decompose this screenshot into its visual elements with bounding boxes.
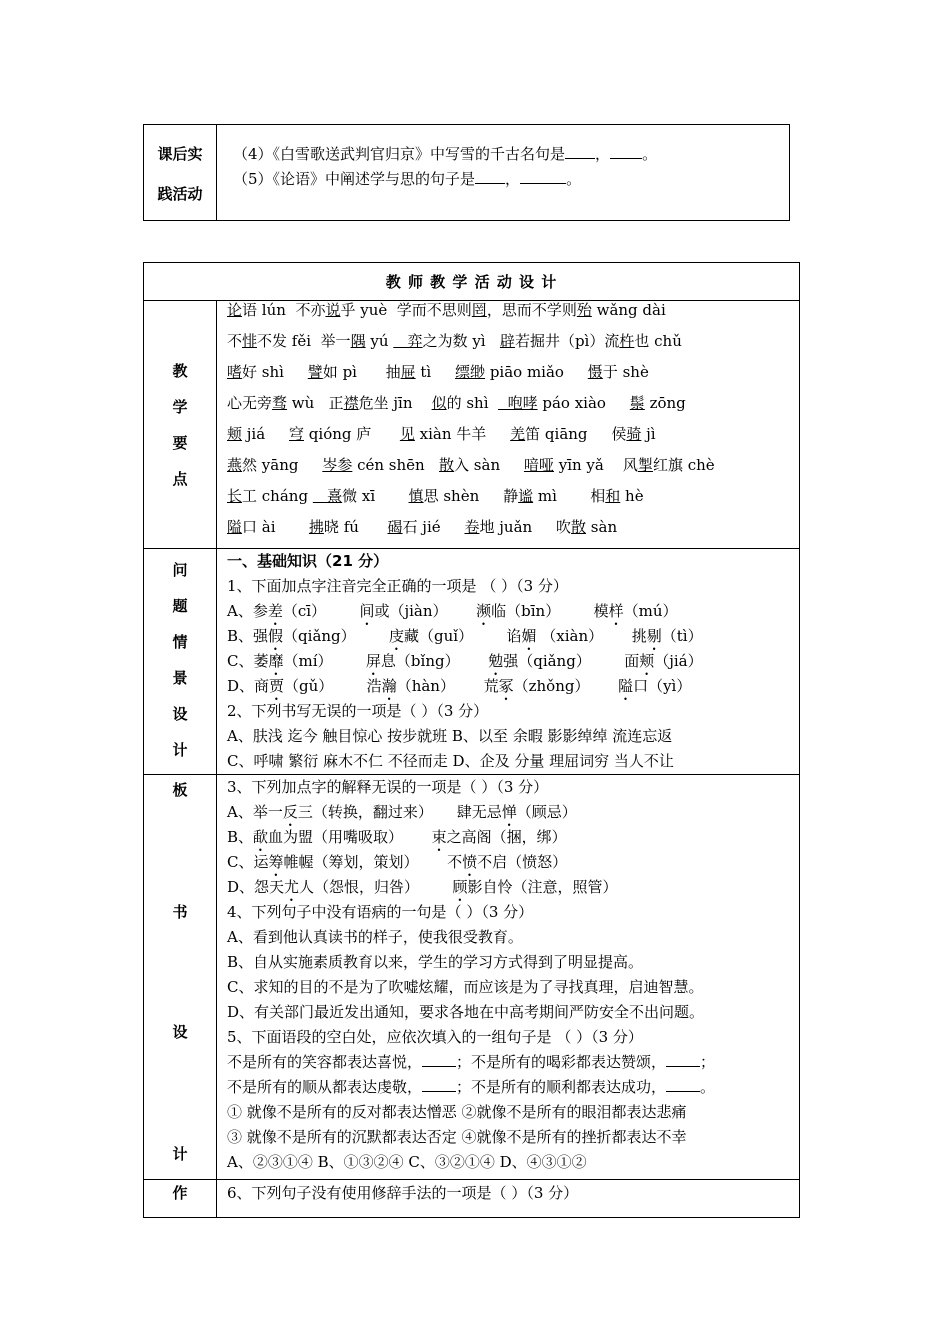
q5-sentences-2: ③ 就像不是所有的沉默都表达否定 ④就像不是所有的挫折都表达不幸 <box>227 1128 687 1146</box>
q3-option-3: C、运筹帷幄（筹划，策划） 不愤不启（愤怒） <box>227 853 568 871</box>
practice-item-4: （4）《白雪歌送武判官归京》中写雪的千古名句是 ， 。 <box>233 145 658 163</box>
q3-option-2: B、歃血为盟（用嘴吸取） 束之高阁（捆，绑） <box>227 828 567 846</box>
q4-stem: 4、下列句子中没有语病的一句是（ ）（3 分） <box>227 903 534 921</box>
key-point-line-4: 心无旁骛 wù 正襟危坐 jīn 似的 shì 咆哮 páo xiào 鬃 zōng <box>227 394 686 412</box>
key-points-label-cell <box>144 301 217 549</box>
q1-options <box>217 599 799 699</box>
blank <box>666 1066 700 1067</box>
q5-sentences-1: ① 就像不是所有的反对都表达憎恶 ②就像不是所有的眼泪都表达悲痛 <box>227 1103 687 1121</box>
q1-stem: 1、下面加点字注音完全正确的一项是 （ ）（3 分） <box>227 577 568 595</box>
key-points-content <box>217 301 800 549</box>
q4-option-c: C、求知的目的不是为了吹嘘炫耀，而应该是为了寻找真理，启迪智慧。 <box>227 978 704 996</box>
work-label: 作 <box>144 1180 217 1218</box>
board-label-4: 计 <box>172 1145 188 1163</box>
blank <box>422 1066 456 1067</box>
key-point-line-7: 长工 cháng 熹微 xī 慎思 shèn 静谧 mì 相和 hè <box>227 487 644 505</box>
board-label-1: 板 <box>172 781 188 799</box>
practice-item-5: （5）《论语》中阐述学与思的句子是 ， 。 <box>233 170 582 188</box>
blank <box>475 183 505 184</box>
practice-label <box>144 125 217 221</box>
blank <box>422 1091 456 1092</box>
scenario-content <box>217 549 800 775</box>
board-label-cell <box>144 775 217 1180</box>
q3-option-1: A、举一反三（转换，翻过来） 肆无忌惮（顾忌） <box>227 803 577 821</box>
q1-option-2: B、强假（qiǎng） 庋藏（guǐ） 谄媚 （xiàn） 挑剔（tì） <box>227 627 703 645</box>
blank <box>565 158 595 159</box>
q1-option-1: A、参差（cī） 间或（jiàn） 濒临（bīn） 模样（mú） <box>227 602 678 620</box>
q3-options <box>217 800 799 900</box>
q2-options-line2: C、呼啸 繁衍 麻木不仁 不径而走 D、企及 分量 理屈词穷 当人不让 <box>227 752 674 770</box>
q6-stem: 6、下列句子没有使用修辞手法的一项是（ ）（3 分） <box>227 1184 579 1202</box>
blank <box>666 1091 700 1092</box>
q5-answers: A、②③①④ B、①③②④ C、③②①④ D、④③①② <box>227 1153 587 1171</box>
q4-option-d: D、有关部门最近发出通知，要求各地在中高考期间严防安全不出问题。 <box>227 1003 705 1021</box>
scenario-label-cell <box>144 549 217 775</box>
key-point-line-1: 论语 lún 不亦说乎 yuè 学而不思则罔，思而不学则殆 wǎng dài <box>227 301 666 319</box>
blank <box>520 183 566 184</box>
scenario-label: 问 题 情 景 设 计 <box>172 561 188 759</box>
key-points-label: 教 学 要 点 <box>172 362 188 488</box>
key-point-line-5: 颊 jiá 穹 qióng 庐 见 xiàn 牛羊 羌笛 qiāng 侯骑 jì <box>227 425 656 443</box>
blank <box>610 158 642 159</box>
q2-options-line1: A、肤浅 迄今 触目惊心 按步就班 B、以至 余暇 影影绰绰 流连忘返 <box>227 727 673 745</box>
key-point-line-2: 不悱不发 fěi 举一隅 yú 弈之为数 yì 辟若掘井（pì）流杵也 chǔ <box>227 332 682 350</box>
q4-option-a: A、看到他认真读书的样子，使我很受教育。 <box>227 928 523 946</box>
q5-stem: 5、下面语段的空白处，应依次填入的一组句子是 （ ）（3 分） <box>227 1028 643 1046</box>
practice-label-line2: 践活动 <box>157 184 203 203</box>
q2-stem: 2、下列书写无误的一项是（ ）（3 分） <box>227 702 489 720</box>
key-point-line-8: 隘口 ài 拂晓 fú 碣石 jié 卷地 juǎn 吹散 sàn <box>227 518 618 536</box>
key-point-line-3: 嗜好 shì 譬如 pì 抽屉 tì 缥缈 piāo miǎo 慑于 shè <box>227 363 649 381</box>
board-content <box>217 775 800 1180</box>
section-title: 一、基础知识（21 分） <box>227 552 389 570</box>
q5-paragraph-1: 不是所有的笑容都表达喜悦， ；不是所有的喝彩都表达赞颂， ； <box>227 1053 716 1071</box>
practice-content <box>217 125 790 221</box>
teaching-design-table <box>143 262 800 1218</box>
key-points-list <box>217 295 799 543</box>
q3-option-4: D、怨天尤人（怨恨，归咎） 顾影自怜（注意，照管） <box>227 878 618 896</box>
table-title: 教 师 教 学 活 动 设 计 <box>144 263 800 301</box>
board-label-2: 书 <box>172 903 188 921</box>
work-content <box>217 1180 800 1218</box>
q5-paragraph-2: 不是所有的顺从都表达虔敬， ；不是所有的顺利都表达成功， 。 <box>227 1078 716 1096</box>
q1-option-3: C、萎靡（mí） 屏息（bǐng） 勉强（qiǎng） 面颊（jiá） <box>227 652 703 670</box>
key-point-line-6: 燕然 yāng 岑参 cén shēn 散入 sàn 喑哑 yīn yǎ 风掣红旗 chè <box>227 456 715 474</box>
practice-table <box>143 124 790 221</box>
board-label-3: 设 <box>172 1023 188 1041</box>
q1-option-4: D、商贾（gǔ） 浩瀚（hàn） 荒冢（zhǒng） 隘口（yì） <box>227 677 692 695</box>
practice-label-line1: 课后实 <box>157 144 203 163</box>
q4-option-b: B、自从实施素质教育以来，学生的学习方式得到了明显提高。 <box>227 953 644 971</box>
q3-stem: 3、下列加点字的解释无误的一项是（ ）（3 分） <box>227 778 549 796</box>
